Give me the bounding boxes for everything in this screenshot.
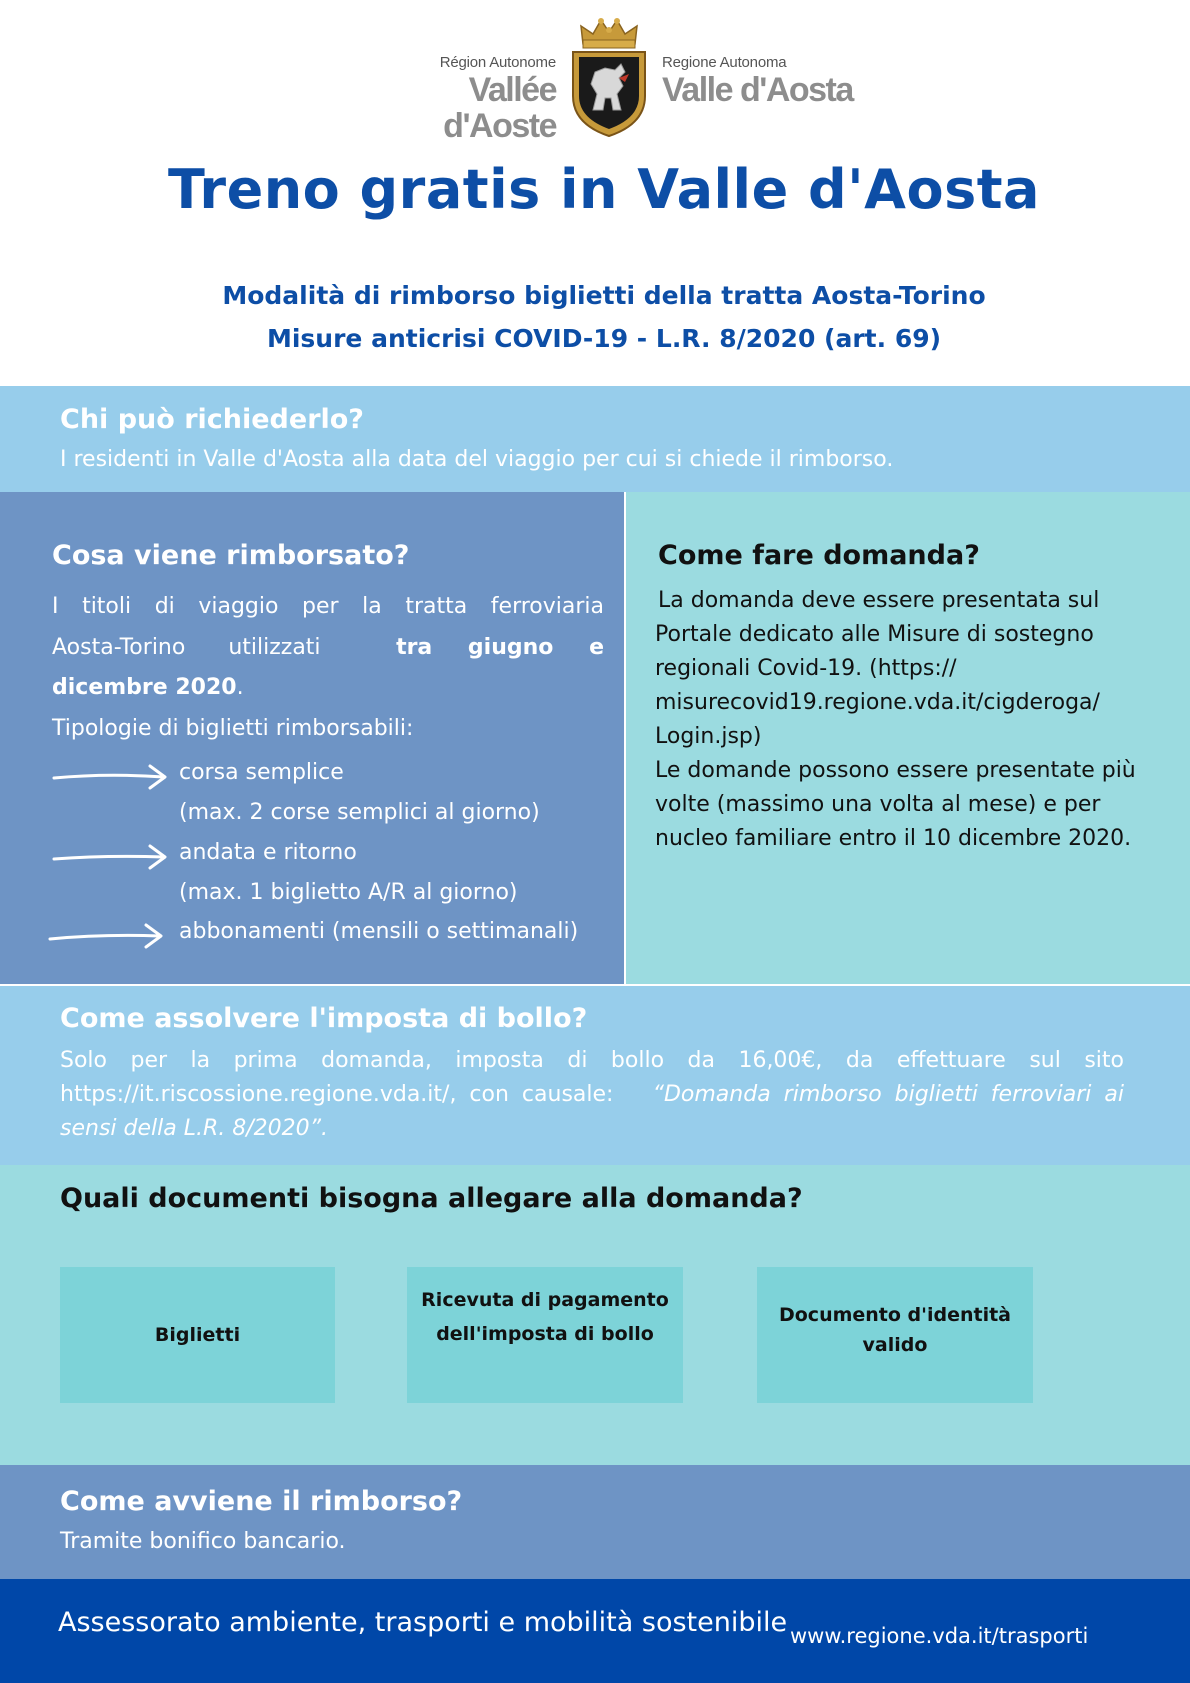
logo-right-small: Regione Autonoma bbox=[662, 54, 787, 71]
what-types-label: Tipologie di biglietti rimborsabili: bbox=[52, 716, 414, 741]
what-date-range: dicembre 2020 bbox=[52, 675, 237, 700]
crest-icon bbox=[567, 14, 651, 138]
arrow-right-icon bbox=[52, 840, 168, 870]
logo-left bbox=[360, 54, 556, 144]
doc-box-label: dell'imposta di bollo bbox=[436, 1323, 654, 1345]
arrow-right-icon bbox=[48, 919, 164, 949]
stamp-line-3: sensi della L.R. 8/2020”. bbox=[60, 1116, 329, 1141]
column-divider bbox=[624, 492, 626, 984]
subtitle-line-2: Misure anticrisi COVID-19 - L.R. 8/2020 (art. 69) bbox=[266, 324, 942, 353]
doc-box-tickets bbox=[60, 1267, 335, 1403]
stamp-line-2 bbox=[60, 1078, 1124, 1112]
what-text-line-3 bbox=[52, 667, 244, 708]
what-heading: Cosa viene rimborsato? bbox=[52, 540, 410, 571]
doc-box-label: Documento d'identità bbox=[778, 1304, 1012, 1326]
item-label: corsa semplice bbox=[179, 760, 344, 785]
page-subtitle bbox=[0, 274, 1190, 360]
subtitle-line-1: Modalità di rimborso biglietti della tratta Aosta-Torino bbox=[222, 281, 986, 310]
doc-box-label: valido bbox=[862, 1334, 928, 1356]
arrow-right-icon bbox=[52, 760, 168, 790]
refund-text: Tramite bonifico bancario. bbox=[60, 1529, 346, 1554]
list-item bbox=[48, 919, 608, 959]
footer-department: Assessorato ambiente, trasporti e mobilità sostenibile bbox=[58, 1607, 788, 1638]
what-text-line-2b: tra giugno e bbox=[396, 635, 604, 660]
doc-box-label: Biglietti bbox=[154, 1324, 241, 1346]
stamp-line-2a: https://it.riscossione.regione.vda.it/, con causale: bbox=[60, 1082, 614, 1107]
logo-right bbox=[662, 54, 862, 108]
item-note: (max. 1 biglietto A/R al giorno) bbox=[179, 880, 518, 905]
doc-box-receipt bbox=[407, 1267, 683, 1403]
refund-heading: Come avviene il rimborso? bbox=[60, 1486, 463, 1517]
item-label: abbonamenti (mensili o settimanali) bbox=[179, 919, 579, 944]
item-label: andata e ritorno bbox=[179, 840, 357, 865]
apply-line: regionali Covid-19. (https:// bbox=[655, 656, 957, 681]
apply-line: volte (massimo una volta al mese) e per bbox=[655, 792, 1101, 817]
docs-heading: Quali documenti bisogna allegare alla domanda? bbox=[60, 1183, 803, 1214]
apply-line: La domanda deve essere presentata sul bbox=[658, 588, 1100, 613]
apply-line: misurecovid19.regione.vda.it/cigderoga/ bbox=[655, 690, 1100, 715]
apply-text bbox=[655, 584, 1175, 856]
logo-right-big: Valle d'Aosta bbox=[662, 71, 853, 109]
apply-line: Le domande possono essere presentate più bbox=[655, 758, 1136, 783]
footer-website-link[interactable]: www.regione.vda.it/trasporti bbox=[790, 1624, 1089, 1648]
apply-heading: Come fare domanda? bbox=[658, 540, 980, 571]
logo-left-small: Région Autonome bbox=[439, 54, 556, 71]
apply-line: nucleo familiare entro il 10 dicembre 2020. bbox=[655, 826, 1132, 851]
stamp-heading: Come assolvere l'imposta di bollo? bbox=[60, 1003, 588, 1034]
logo-left-big: Vallée d'Aoste bbox=[443, 71, 556, 145]
what-text-line-2a: Aosta-Torino utilizzati bbox=[52, 635, 321, 660]
doc-box-label: Ricevuta di pagamento bbox=[421, 1289, 669, 1311]
stamp-line-2b: “Domanda rimborso biglietti ferroviari ai bbox=[652, 1082, 1124, 1107]
who-section bbox=[0, 386, 1190, 492]
apply-line: Portale dedicato alle Misure di sostegno bbox=[655, 622, 1094, 647]
who-heading: Chi può richiederlo? bbox=[60, 404, 364, 435]
page-title: Treno gratis in Valle d'Aosta bbox=[168, 158, 1040, 221]
item-note: (max. 2 corse semplici al giorno) bbox=[179, 800, 540, 825]
stamp-line-1: Solo per la prima domanda, imposta di bollo da 16,00€, da effettuare sul sito bbox=[60, 1048, 1124, 1073]
what-text-line-1: I titoli di viaggio per la tratta ferroviaria bbox=[52, 594, 604, 619]
apply-line: Login.jsp) bbox=[655, 724, 762, 749]
refund-section bbox=[0, 1465, 1190, 1579]
doc-box-id bbox=[757, 1267, 1033, 1403]
what-text-line-2 bbox=[52, 627, 604, 668]
list-item bbox=[52, 760, 612, 800]
list-item bbox=[52, 840, 612, 880]
who-text: I residenti in Valle d'Aosta alla data del viaggio per cui si chiede il rimborso. bbox=[60, 447, 894, 472]
what-text-period: . bbox=[236, 675, 244, 700]
